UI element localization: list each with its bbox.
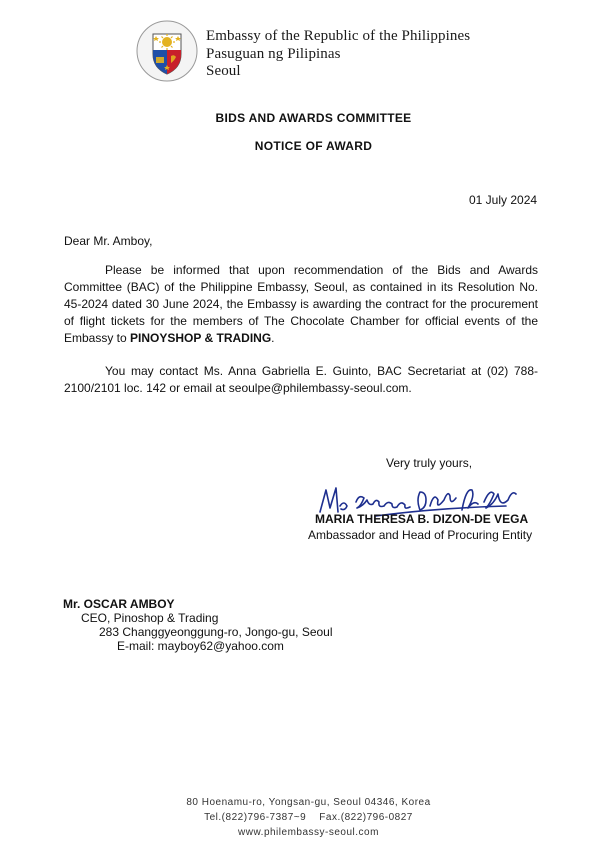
- footer-website: www.philembassy-seoul.com: [238, 827, 379, 838]
- footer-address: 80 Hoenamu-ro, Yongsan-gu, Seoul 04346, Korea: [186, 797, 431, 808]
- signatory-name: MARIA THERESA B. DIZON-DE VEGA: [315, 512, 529, 526]
- philippine-seal-logo: [136, 20, 198, 82]
- body-paragraph-1: [64, 262, 538, 347]
- salutation: Dear Mr. Amboy,: [64, 234, 153, 248]
- recipient-position: CEO, Pinoshop & Trading: [81, 611, 219, 625]
- signatory-title: Ambassador and Head of Procuring Entity: [308, 528, 533, 542]
- recipient-name: Mr. OSCAR AMBOY: [63, 597, 175, 611]
- paragraph-end: .: [271, 331, 275, 345]
- footer-phone-fax: Tel.(822)796-7387~9 Fax.(822)796-0827: [204, 812, 413, 823]
- embassy-name-filipino: Pasuguan ng Pilipinas: [206, 46, 341, 62]
- body-paragraph-2: You may contact Ms. Anna Gabriella E. Guinto, BAC Secretariat at (02) 788-2100/2101 loc. 142 or email at seoulpe@philembassy-seoul.com.: [64, 364, 538, 395]
- letter-date: 01 July 2024: [469, 193, 538, 207]
- embassy-name: Embassy of the Republic of the Philippines: [206, 28, 471, 44]
- awardee-name: PINOYSHOP & TRADING: [130, 331, 272, 345]
- committee-heading: BIDS AND AWARDS COMMITTEE: [215, 111, 412, 125]
- closing: Very truly yours,: [386, 456, 473, 470]
- recipient-address: 283 Changgyeonggung-ro, Jongo-gu, Seoul: [99, 625, 333, 639]
- embassy-city: Seoul: [206, 63, 241, 79]
- paragraph-text: Please be informed that upon recommendation of the Bids and Awards Committee (BAC) of the Philippine Embassy, Seoul, as contained in its Resolution No. 45-2024 dated 30 June 2024, the Embassy is awarding the contract for the procurement of flight tickets for the members of The Chocolate Chamber for official events of the Embassy to: [64, 263, 538, 345]
- document-title: NOTICE OF AWARD: [254, 139, 373, 153]
- recipient-email: E-mail: mayboy62@yahoo.com: [117, 639, 284, 653]
